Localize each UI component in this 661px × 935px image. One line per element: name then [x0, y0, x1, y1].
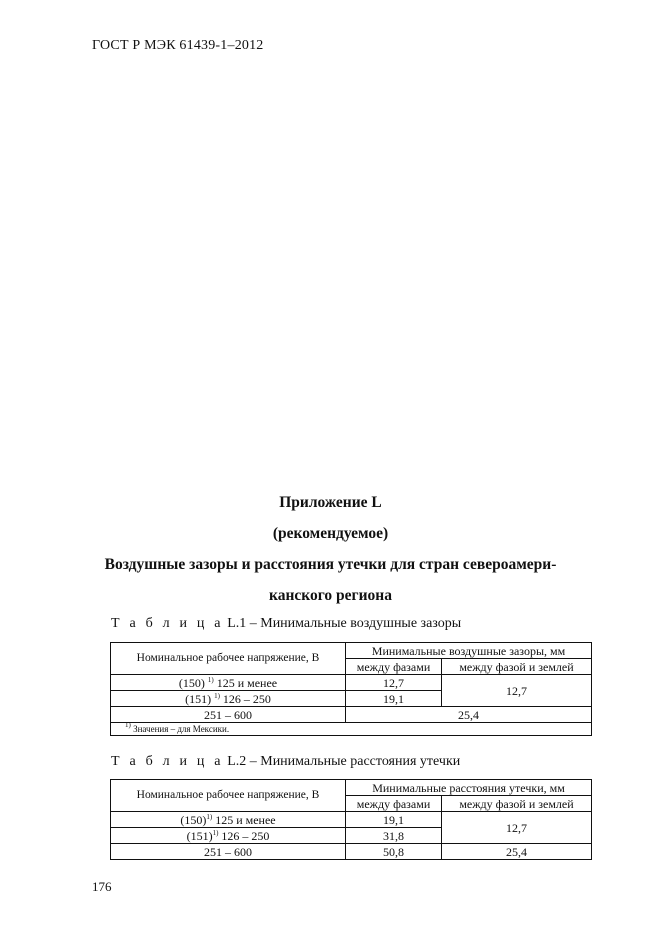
table1-caption-text: L.1 – Минимальные воздушные зазоры — [223, 616, 462, 631]
table1-footnote: $^{1)}$ Значения – для Мексики. — [111, 723, 592, 736]
table2-voltage-cell: $(150)^{1)}$ 125 и менее — [111, 812, 346, 828]
table1-header-phases: между фазами — [346, 659, 442, 675]
appendix-heading-line2: канского региона — [269, 587, 392, 604]
table-l2 — [110, 779, 592, 860]
table1-ground-merged-cell: 12,7 — [442, 675, 592, 707]
table-row — [111, 675, 592, 691]
table1-voltage-cell: 251 – 600 — [111, 707, 346, 723]
table1-phases-cell: 19,1 — [346, 691, 442, 707]
table2-voltage-cell: 251 – 600 — [111, 844, 346, 860]
appendix-heading-line1: Воздушные зазоры и расстояния утечки для стран североамери- — [104, 556, 557, 573]
table2-ground-cell: 25,4 — [442, 844, 592, 860]
table-row — [111, 812, 592, 828]
table2-phases-cell: 19,1 — [346, 812, 442, 828]
table1-voltage-cell: (151) $^{1)}$ 126 – 250 — [111, 691, 346, 707]
table2-caption — [111, 754, 460, 770]
table-row — [111, 707, 592, 723]
table2-header-phases: между фазами — [346, 796, 442, 812]
page-number: 176 — [92, 879, 112, 894]
table2-voltage-cell: $(151)^{1)}$ 126 – 250 — [111, 828, 346, 844]
table2-header-voltage: Номинальное рабочее напряжение, В — [111, 780, 346, 812]
table-row — [111, 844, 592, 860]
table2-caption-prefix: Т а б л и ц а — [111, 754, 224, 769]
table1-header-ground: между фазой и землей — [442, 659, 592, 675]
table1-merged-value-cell: 25,4 — [346, 707, 592, 723]
table-l1 — [110, 642, 592, 736]
table1-voltage-cell: (150) $^{1)}$ 125 и менее — [111, 675, 346, 691]
appendix-status: (рекомендуемое) — [272, 525, 389, 542]
appendix-title: Приложение L — [279, 494, 382, 511]
table2-header-group: Минимальные расстояния утечки, мм — [346, 780, 592, 796]
table2-phases-cell: 31,8 — [346, 828, 442, 844]
table1-caption — [111, 616, 461, 632]
table1-phases-cell: 12,7 — [346, 675, 442, 691]
table2-header-ground: между фазой и землей — [442, 796, 592, 812]
table2-caption-text: L.2 – Минимальные расстояния утечки — [223, 754, 461, 769]
document-code-header: ГОСТ Р МЭК 61439-1–2012 — [92, 38, 264, 53]
table2-phases-cell: 50,8 — [346, 844, 442, 860]
table2-ground-merged-cell: 12,7 — [442, 812, 592, 844]
table1-caption-prefix: Т а б л и ц а — [111, 616, 224, 631]
table1-header-voltage: Номинальное рабочее напряжение, В — [111, 643, 346, 675]
table1-header-group: Минимальные воздушные зазоры, мм — [346, 643, 592, 659]
